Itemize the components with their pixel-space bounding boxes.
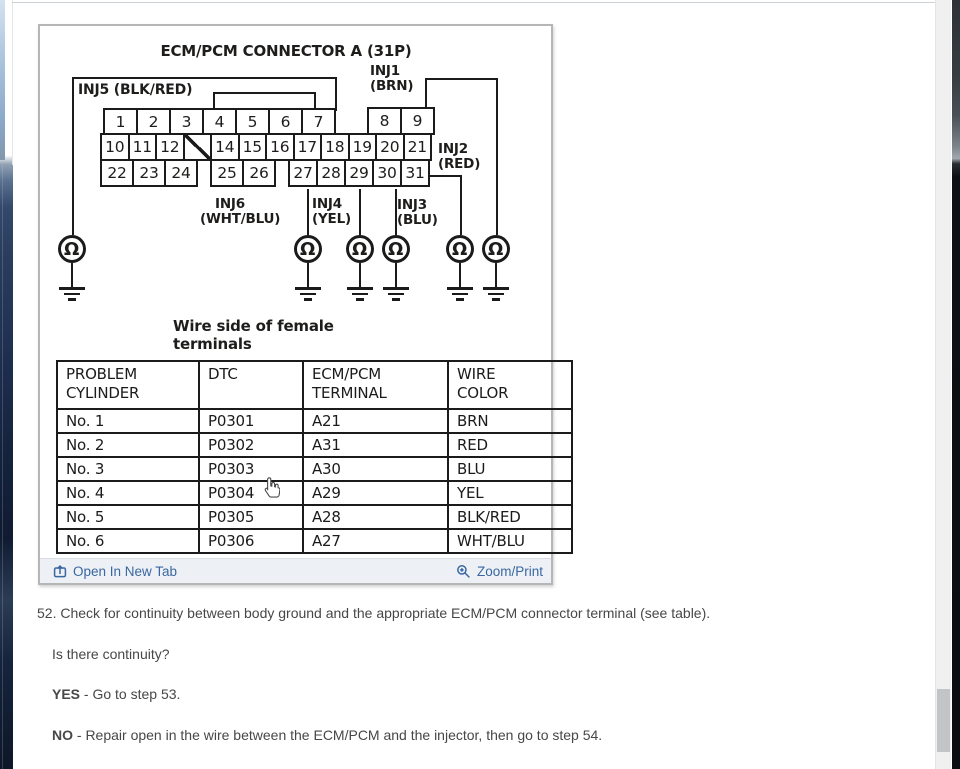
table-cell: No. 6 <box>57 529 199 553</box>
wire-line <box>335 77 337 111</box>
zoom-print-label: Zoom/Print <box>476 563 543 579</box>
wire-line <box>425 78 427 108</box>
table-cell: P0306 <box>199 529 303 553</box>
pin-cell-17: 17 <box>293 133 323 161</box>
open-in-new-tab-icon <box>53 564 67 578</box>
table-cell: No. 2 <box>57 433 199 457</box>
pin-cell-26: 26 <box>242 159 276 187</box>
table-cell: A28 <box>303 505 448 529</box>
pin-cell-28: 28 <box>316 159 346 187</box>
table-row <box>57 505 572 529</box>
label-inj3-color: (BLU) <box>397 212 438 228</box>
label-inj2-name: INJ2 <box>438 141 468 157</box>
table-cell: A30 <box>303 457 448 481</box>
ohmmeter-icon: Ω <box>58 235 86 263</box>
label-inj6-name: INJ6 <box>215 196 245 212</box>
label-inj2-color: (RED) <box>438 156 481 172</box>
pin-cell-5: 5 <box>235 108 270 135</box>
pin-cell-blank <box>183 133 213 161</box>
pin-cell-18: 18 <box>320 133 350 161</box>
table-cell: P0305 <box>199 505 303 529</box>
left-window-edge-line <box>2 165 3 769</box>
table-row <box>57 481 572 505</box>
pin-row-3-group-1 <box>100 159 198 187</box>
table-row <box>57 409 572 433</box>
content-panel-top-border <box>12 2 935 3</box>
pin-cell-27: 27 <box>288 159 318 187</box>
label-inj6 <box>200 197 280 227</box>
table-row <box>57 529 572 553</box>
table-cell: A27 <box>303 529 448 553</box>
label-inj4-name: INJ4 <box>312 196 342 212</box>
label-inj4-color: (YEL) <box>312 211 351 227</box>
no-label: NO <box>52 727 73 743</box>
table-row <box>57 433 572 457</box>
table-cell: A21 <box>303 409 448 433</box>
pin-cell-12: 12 <box>155 133 185 161</box>
pin-cell-24: 24 <box>164 159 198 187</box>
label-inj2 <box>438 142 480 172</box>
ohmmeter-ground-symbol <box>56 235 87 301</box>
right-window-edge <box>952 0 960 769</box>
pin-row-3-group-2 <box>210 159 276 187</box>
table-header-row <box>57 361 572 409</box>
left-window-edge-highlight <box>0 0 5 160</box>
label-inj4 <box>312 197 351 227</box>
pin-cell-15: 15 <box>238 133 268 161</box>
ohmmeter-icon: Ω <box>482 235 510 263</box>
dtc-terminal-table <box>56 360 573 554</box>
table-cell: YEL <box>448 481 572 505</box>
ohmmeter-icon: Ω <box>294 235 322 263</box>
pin-cell-22: 22 <box>100 159 134 187</box>
ohmmeter-ground-symbol <box>444 235 475 301</box>
pin-cell-3: 3 <box>169 108 204 135</box>
pin-cell-31: 31 <box>400 159 430 187</box>
pin-cell-1: 1 <box>103 108 138 135</box>
table-cell: P0304 <box>199 481 303 505</box>
table-cell: BRN <box>448 409 572 433</box>
ohmmeter-ground-symbol <box>292 235 323 301</box>
table-cell: P0301 <box>199 409 303 433</box>
pin-cell-30: 30 <box>372 159 402 187</box>
wire-line <box>307 189 309 235</box>
yes-label: YES <box>52 686 81 702</box>
ohmmeter-icon: Ω <box>346 235 374 263</box>
wire-line <box>359 189 361 235</box>
wire-line <box>428 175 462 177</box>
open-in-new-tab-link[interactable] <box>53 564 177 579</box>
pin-cell-19: 19 <box>348 133 378 161</box>
pin-cell-10: 10 <box>100 133 130 161</box>
wire-line <box>496 78 498 235</box>
table-cell: A31 <box>303 433 448 457</box>
wire-line <box>72 77 74 235</box>
ohmmeter-ground-symbol <box>344 235 375 301</box>
wire-line <box>213 92 316 94</box>
ohmmeter-icon: Ω <box>446 235 474 263</box>
ohmmeter-ground-symbol <box>380 235 411 301</box>
figure-panel <box>38 24 553 585</box>
question-text: Is there continuity? <box>52 646 170 662</box>
pin-row-2 <box>100 133 432 161</box>
table-header-cell: DTC <box>199 361 303 409</box>
table-header-cell: ECM/PCM TERMINAL <box>303 361 448 409</box>
ohmmeter-icon: Ω <box>382 235 410 263</box>
table-cell: RED <box>448 433 572 457</box>
table-row <box>57 457 572 481</box>
vertical-scrollbar-track[interactable] <box>935 0 951 769</box>
wire-line <box>425 78 498 80</box>
pin-cell-9: 9 <box>400 107 435 135</box>
pin-cell-11: 11 <box>128 133 158 161</box>
diagram-caption: Wire side of female terminals <box>173 317 334 353</box>
label-inj5: INJ5 (BLK/RED) <box>78 82 193 98</box>
pin-cell-2: 2 <box>136 108 171 135</box>
pin-cell-14: 14 <box>210 133 240 161</box>
pin-cell-20: 20 <box>375 133 405 161</box>
table-header-cell: WIRE COLOR <box>448 361 572 409</box>
step-52-text: 52. Check for continuity between body ground and the appropriate ECM/PCM connector terminal (see table). <box>37 605 711 621</box>
table-cell: BLU <box>448 457 572 481</box>
label-inj3-name: INJ3 <box>397 197 427 213</box>
pin-cell-7: 7 <box>301 108 336 135</box>
wiring-diagram-image[interactable] <box>40 26 551 558</box>
pin-row-3-group-3 <box>288 159 430 187</box>
label-inj6-color: (WHT/BLU) <box>200 211 281 227</box>
vertical-scrollbar-thumb[interactable] <box>937 689 950 752</box>
pin-cell-23: 23 <box>132 159 166 187</box>
table-cell: No. 5 <box>57 505 199 529</box>
mouse-cursor-hand <box>262 476 280 504</box>
wire-line <box>72 77 337 79</box>
figure-toolbar <box>40 558 551 583</box>
label-inj1-color: (BRN) <box>370 78 414 94</box>
no-instruction: - Repair open in the wire between the ECM/PCM and the injector, then go to step 54. <box>73 727 603 743</box>
table-cell: BLK/RED <box>448 505 572 529</box>
pin-cell-21: 21 <box>403 133 433 161</box>
yes-result-text <box>52 686 180 702</box>
yes-instruction: - Go to step 53. <box>80 686 181 702</box>
label-inj1 <box>370 64 413 94</box>
zoom-icon <box>456 564 471 579</box>
label-inj1-name: INJ1 <box>370 63 400 79</box>
table-cell: No. 4 <box>57 481 199 505</box>
pin-cell-4: 4 <box>202 108 237 135</box>
content-panel-left-border <box>12 0 13 165</box>
pin-cell-8: 8 <box>367 107 402 135</box>
table-cell: P0302 <box>199 433 303 457</box>
pin-cell-25: 25 <box>210 159 244 187</box>
wire-line <box>460 175 462 235</box>
table-cell: P0303 <box>199 457 303 481</box>
no-result-text <box>52 727 602 743</box>
pin-cell-16: 16 <box>265 133 295 161</box>
pin-row-1-left <box>103 108 336 135</box>
pin-cell-6: 6 <box>268 108 303 135</box>
label-inj3 <box>397 198 438 228</box>
pin-cell-29: 29 <box>344 159 374 187</box>
table-cell: No. 3 <box>57 457 199 481</box>
pin-row-1-right <box>367 107 435 135</box>
table-cell: WHT/BLU <box>448 529 572 553</box>
table-cell: A29 <box>303 481 448 505</box>
open-in-new-tab-label: Open In New Tab <box>73 563 178 579</box>
diagram-title: ECM/PCM CONNECTOR A (31P) <box>160 42 412 60</box>
ohmmeter-ground-symbol <box>480 235 511 301</box>
table-cell: No. 1 <box>57 409 199 433</box>
table-header-cell: PROBLEM CYLINDER <box>57 361 199 409</box>
zoom-print-link[interactable] <box>456 564 543 579</box>
